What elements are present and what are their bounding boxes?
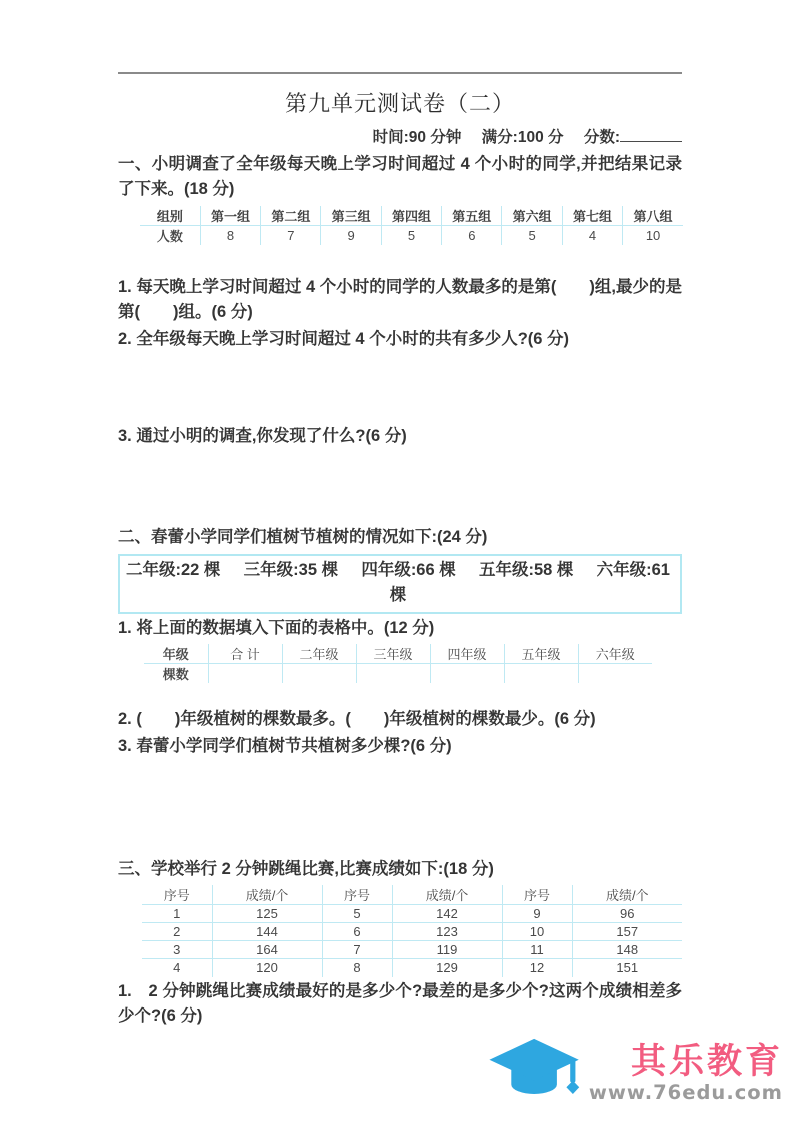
- table-cell: 人数: [140, 226, 200, 246]
- table-cell: [356, 664, 430, 684]
- table-cell: 142: [392, 905, 502, 923]
- score-blank: [620, 127, 682, 142]
- table-header-cell: 合 计: [208, 644, 282, 664]
- table-header-cell: 四年级: [430, 644, 504, 664]
- fill-in-table: [144, 644, 652, 683]
- table-cell: 5: [502, 226, 562, 246]
- table-cell: 4: [142, 959, 212, 977]
- table-cell: 6: [442, 226, 502, 246]
- table-header-cell: 第五组: [442, 206, 502, 226]
- table-cell: 8: [322, 959, 392, 977]
- table-cell: 144: [212, 923, 322, 941]
- table-header-cell: 五年级: [504, 644, 578, 664]
- table-cell: 7: [261, 226, 321, 246]
- section-two-question-1: 1. 将上面的数据填入下面的表格中。(12 分): [118, 619, 435, 637]
- table-cell: 129: [392, 959, 502, 977]
- section-two-question-3: 3. 春蕾小学同学们植树节共植树多少棵?(6 分): [118, 737, 452, 755]
- table-header-cell: 第一组: [200, 206, 260, 226]
- table-header-cell: 序号: [322, 885, 392, 905]
- table-cell: 157: [572, 923, 682, 941]
- logo-text-block: [589, 1043, 783, 1105]
- table-cell: 2: [142, 923, 212, 941]
- table-cell: 10: [623, 226, 683, 246]
- tree-data-grade2: 二年级:22 棵: [126, 561, 221, 579]
- brand-name: 其乐教育: [630, 1042, 783, 1081]
- section-one-question-1: 1. 每天晚上学习时间超过 4 个小时的同学的人数最多的是第( )组,最少的是第( )组。(6 分): [118, 278, 682, 321]
- table-row: [142, 905, 682, 923]
- survey-table: [140, 206, 683, 245]
- table-cell: 123: [392, 923, 502, 941]
- table-header-cell: 成绩/个: [212, 885, 322, 905]
- graduation-cap-icon: [487, 1036, 585, 1112]
- tree-data-grade4: 四年级:66 棵: [361, 561, 456, 579]
- section-two-question-2: 2. ( )年级植树的棵数最多。( )年级植树的棵数最少。(6 分): [118, 710, 596, 728]
- table-cell: 11: [502, 941, 572, 959]
- table-cell: 96: [572, 905, 682, 923]
- table-header-cell: 第六组: [502, 206, 562, 226]
- table-cell: 棵数: [144, 664, 208, 684]
- table-cell: 9: [502, 905, 572, 923]
- table-row: [142, 959, 682, 977]
- table-row: [142, 885, 682, 905]
- table-cell: 164: [212, 941, 322, 959]
- table-header-cell: 序号: [502, 885, 572, 905]
- page-title: 第九单元测试卷（二）: [284, 91, 515, 116]
- table-cell: 9: [321, 226, 381, 246]
- table-row: [140, 206, 683, 226]
- table-cell: 1: [142, 905, 212, 923]
- exam-info-line: [118, 125, 682, 147]
- table-cell: 6: [322, 923, 392, 941]
- table-row: [144, 644, 652, 664]
- footer-logo: [487, 1036, 783, 1112]
- table-cell: 12: [502, 959, 572, 977]
- table-cell: 148: [572, 941, 682, 959]
- table-cell: 125: [212, 905, 322, 923]
- table-header-cell: 第二组: [261, 206, 321, 226]
- table-header-cell: 组别: [140, 206, 200, 226]
- exam-full-score: 满分:100 分: [481, 129, 564, 146]
- tree-data-row: [126, 558, 670, 583]
- table-header-cell: 三年级: [356, 644, 430, 664]
- tree-data-grade6: 六年级:61: [596, 561, 670, 579]
- table-cell: 151: [572, 959, 682, 977]
- tree-planting-data-box: [118, 554, 682, 614]
- section-one-heading: 一、小明调查了全年级每天晚上学习时间超过 4 个小时的同学,并把结果记录了下来。(18 分): [118, 155, 682, 198]
- table-header-cell: 成绩/个: [392, 885, 502, 905]
- table-header-cell: 六年级: [578, 644, 652, 664]
- table-row: [144, 664, 652, 684]
- score-label: 分数:: [583, 129, 620, 146]
- table-cell: 120: [212, 959, 322, 977]
- table-cell: 3: [142, 941, 212, 959]
- tree-data-grade3: 三年级:35 棵: [243, 561, 339, 579]
- section-one-question-2: 2. 全年级每天晚上学习时间超过 4 个小时的共有多少人?(6 分): [118, 330, 570, 348]
- top-rule: [118, 72, 682, 74]
- table-cell: [578, 664, 652, 684]
- test-paper-page: [118, 0, 682, 1029]
- table-header-cell: 二年级: [282, 644, 356, 664]
- table-cell: 7: [322, 941, 392, 959]
- jump-rope-table: [142, 885, 682, 977]
- exam-time: 时间:90 分钟: [372, 129, 462, 146]
- table-header-cell: 第三组: [321, 206, 381, 226]
- table-header-cell: 第四组: [381, 206, 441, 226]
- table-cell: 10: [502, 923, 572, 941]
- brand-url: www.76edu.com: [588, 1081, 783, 1104]
- table-cell: 5: [322, 905, 392, 923]
- table-header-cell: 成绩/个: [572, 885, 682, 905]
- table-cell: [504, 664, 578, 684]
- table-row: [142, 923, 682, 941]
- section-three-question-1: 1. 2 分钟跳绳比赛成绩最好的是多少个?最差的是多少个?这两个成绩相差多少个?(6 分): [118, 981, 682, 1025]
- table-cell: 5: [381, 226, 441, 246]
- table-header-cell: 第七组: [562, 206, 622, 226]
- table-row: [140, 226, 683, 246]
- table-row: [142, 941, 682, 959]
- section-two-heading: 二、春蕾小学同学们植树节植树的情况如下:(24 分): [118, 528, 488, 546]
- table-cell: 8: [200, 226, 260, 246]
- table-cell: 4: [562, 226, 622, 246]
- table-cell: [282, 664, 356, 684]
- tree-data-grade5: 五年级:58 棵: [478, 561, 574, 579]
- table-header-cell: 第八组: [623, 206, 683, 226]
- table-cell: 119: [392, 941, 502, 959]
- table-header-cell: 年级: [144, 644, 208, 664]
- table-header-cell: 序号: [142, 885, 212, 905]
- table-cell: [208, 664, 282, 684]
- section-three-heading: 三、学校举行 2 分钟跳绳比赛,比赛成绩如下:(18 分): [118, 860, 494, 878]
- tree-data-overflow: 棵: [389, 586, 407, 604]
- section-one-question-3: 3. 通过小明的调查,你发现了什么?(6 分): [118, 427, 407, 445]
- table-cell: [430, 664, 504, 684]
